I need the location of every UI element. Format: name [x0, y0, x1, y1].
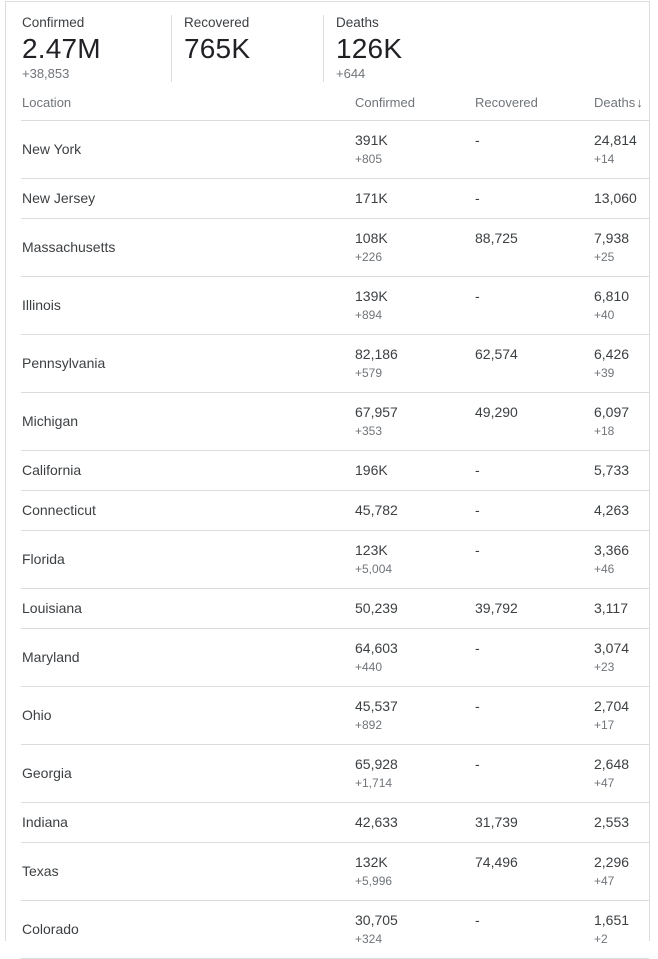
table-row [21, 491, 649, 531]
row-deaths-cell [594, 599, 633, 618]
recovered-value: - [475, 756, 480, 772]
deaths-value: 3,366 [594, 542, 630, 558]
confirmed-delta: +894 [355, 308, 383, 322]
summary-confirmed-label: Confirmed [22, 15, 85, 30]
stats-table-body [6, 121, 649, 959]
confirmed-value: 82,186 [355, 346, 398, 362]
column-header-deaths[interactable] [594, 94, 643, 112]
table-row [21, 219, 649, 277]
summary-recovered-value: 765K [184, 33, 251, 64]
confirmed-delta: +5,004 [355, 562, 393, 576]
deaths-value: 6,097 [594, 404, 630, 420]
row-location: Pennsylvania [22, 355, 106, 371]
recovered-value: 49,290 [475, 404, 518, 420]
confirmed-value: 67,957 [355, 404, 398, 420]
row-deaths-cell [594, 287, 633, 324]
row-recovered-cell [475, 697, 594, 716]
column-header-location[interactable]: Location [22, 95, 72, 110]
row-confirmed-cell [355, 853, 475, 890]
row-recovered-cell [475, 813, 594, 832]
row-location: California [22, 462, 82, 478]
table-row [21, 803, 649, 843]
row-confirmed-cell [355, 345, 475, 382]
row-deaths-cell [594, 755, 633, 792]
row-recovered-cell [475, 639, 594, 658]
row-location: Georgia [22, 765, 72, 781]
table-row [21, 629, 649, 687]
deaths-delta: +39 [594, 366, 615, 380]
summary-card-recovered [171, 15, 323, 82]
row-confirmed-cell [355, 403, 475, 440]
table-row [21, 531, 649, 589]
summary-recovered-delta [184, 66, 323, 70]
row-confirmed-cell [355, 639, 475, 676]
summary-deaths-label: Deaths [336, 15, 379, 30]
confirmed-value: 139K [355, 288, 388, 304]
confirmed-delta: +5,996 [355, 874, 393, 888]
row-deaths-cell [594, 189, 637, 208]
row-recovered-cell [475, 461, 594, 480]
recovered-value: - [475, 132, 480, 148]
deaths-delta: +47 [594, 874, 615, 888]
row-recovered-cell [475, 599, 594, 618]
row-recovered-cell [475, 911, 594, 930]
row-location: Illinois [22, 297, 61, 313]
table-row [21, 179, 649, 219]
row-location: Louisiana [22, 600, 82, 616]
row-confirmed-cell [355, 189, 475, 208]
table-row [21, 745, 649, 803]
deaths-value: 7,938 [594, 230, 630, 246]
deaths-delta: +17 [594, 718, 615, 732]
row-recovered-cell [475, 853, 594, 872]
row-deaths-cell [594, 229, 633, 266]
recovered-value: 39,792 [475, 600, 518, 616]
row-deaths-cell [594, 813, 633, 832]
summary-recovered-label: Recovered [184, 15, 250, 30]
recovered-value: - [475, 502, 480, 518]
row-recovered-cell [475, 501, 594, 520]
deaths-value: 5,733 [594, 462, 630, 478]
deaths-value: 6,426 [594, 346, 630, 362]
row-location: Colorado [22, 921, 79, 937]
deaths-delta: +25 [594, 250, 615, 264]
confirmed-delta: +1,714 [355, 776, 393, 790]
row-location: New Jersey [22, 190, 96, 206]
row-location: Texas [22, 863, 59, 879]
table-row [21, 687, 649, 745]
deaths-value: 3,117 [594, 600, 628, 616]
deaths-delta: +40 [594, 308, 615, 322]
deaths-delta: +14 [594, 152, 615, 166]
row-deaths-cell [594, 501, 633, 520]
row-location: New York [22, 141, 82, 157]
confirmed-value: 50,239 [355, 600, 398, 616]
column-header-confirmed[interactable]: Confirmed [355, 95, 415, 110]
row-location: Connecticut [22, 502, 96, 518]
table-row [21, 589, 649, 629]
deaths-delta: +47 [594, 776, 615, 790]
row-location: Maryland [22, 649, 80, 665]
confirmed-value: 123K [355, 542, 388, 558]
row-confirmed-cell [355, 697, 475, 734]
row-confirmed-cell [355, 599, 475, 618]
deaths-value: 13,060 [594, 190, 637, 206]
row-location: Massachusetts [22, 239, 116, 255]
row-confirmed-cell [355, 501, 475, 520]
confirmed-value: 45,537 [355, 698, 398, 714]
deaths-value: 4,263 [594, 502, 630, 518]
deaths-value: 2,704 [594, 698, 630, 714]
sort-descending-icon: ↓ [636, 95, 643, 110]
confirmed-delta: +892 [355, 718, 383, 732]
row-recovered-cell [475, 541, 594, 560]
row-confirmed-cell [355, 461, 475, 480]
table-header [21, 89, 649, 121]
confirmed-value: 108K [355, 230, 388, 246]
table-row [21, 451, 649, 491]
row-recovered-cell [475, 131, 594, 150]
recovered-value: - [475, 698, 480, 714]
column-header-recovered[interactable]: Recovered [475, 95, 538, 110]
recovered-value: 88,725 [475, 230, 518, 246]
deaths-delta: +2 [594, 932, 608, 946]
confirmed-value: 42,633 [355, 814, 398, 830]
confirmed-value: 196K [355, 462, 388, 478]
confirmed-value: 132K [355, 854, 388, 870]
confirmed-delta: +579 [355, 366, 383, 380]
row-recovered-cell [475, 345, 594, 364]
summary-card-deaths [323, 15, 649, 82]
row-recovered-cell [475, 755, 594, 774]
row-recovered-cell [475, 403, 594, 422]
confirmed-delta: +805 [355, 152, 383, 166]
deaths-value: 1,651 [594, 912, 630, 928]
column-header-deaths-label: Deaths [594, 95, 636, 110]
recovered-value: - [475, 640, 480, 656]
row-confirmed-cell [355, 541, 475, 578]
confirmed-delta: +440 [355, 660, 383, 674]
row-deaths-cell [594, 697, 633, 734]
table-row [21, 277, 649, 335]
row-deaths-cell [594, 541, 633, 578]
recovered-value: - [475, 542, 480, 558]
recovered-value: 62,574 [475, 346, 518, 362]
confirmed-value: 64,603 [355, 640, 398, 656]
row-deaths-cell [594, 461, 633, 480]
row-deaths-cell [594, 403, 633, 440]
row-location: Florida [22, 551, 65, 567]
summary-deaths-value: 126K [336, 33, 403, 64]
summary-strip [6, 2, 649, 89]
confirmed-value: 45,782 [355, 502, 398, 518]
summary-confirmed-delta: +38,853 [22, 66, 70, 81]
row-recovered-cell [475, 287, 594, 306]
confirmed-delta: +324 [355, 932, 383, 946]
deaths-value: 2,553 [594, 814, 630, 830]
summary-card-confirmed [6, 15, 171, 82]
row-location: Michigan [22, 413, 79, 429]
deaths-delta: +18 [594, 424, 615, 438]
deaths-delta: +23 [594, 660, 615, 674]
row-location: Ohio [22, 707, 52, 723]
row-deaths-cell [594, 853, 633, 890]
row-confirmed-cell [355, 287, 475, 324]
row-deaths-cell [594, 131, 637, 168]
recovered-value: 74,496 [475, 854, 518, 870]
deaths-value: 2,296 [594, 854, 630, 870]
recovered-value: - [475, 462, 480, 478]
row-confirmed-cell [355, 755, 475, 792]
confirmed-value: 171K [355, 190, 388, 206]
confirmed-value: 30,705 [355, 912, 398, 928]
deaths-value: 2,648 [594, 756, 630, 772]
row-recovered-cell [475, 189, 594, 208]
table-row [21, 121, 649, 179]
deaths-value: 3,074 [594, 640, 630, 656]
row-recovered-cell [475, 229, 594, 248]
recovered-value: - [475, 190, 480, 206]
recovered-value: - [475, 912, 480, 928]
confirmed-value: 65,928 [355, 756, 398, 772]
covid-stats-card [5, 1, 650, 946]
confirmed-delta: +353 [355, 424, 383, 438]
table-row [21, 335, 649, 393]
row-location: Indiana [22, 814, 68, 830]
summary-confirmed-value: 2.47M [22, 33, 101, 64]
row-confirmed-cell [355, 813, 475, 832]
recovered-value: - [475, 288, 480, 304]
row-deaths-cell [594, 639, 633, 676]
table-row [21, 393, 649, 451]
deaths-value: 6,810 [594, 288, 630, 304]
recovered-value: 31,739 [475, 814, 518, 830]
confirmed-value: 391K [355, 132, 388, 148]
row-confirmed-cell [355, 229, 475, 266]
summary-deaths-delta: +644 [336, 66, 366, 81]
deaths-delta: +46 [594, 562, 615, 576]
row-deaths-cell [594, 345, 633, 382]
confirmed-delta: +226 [355, 250, 383, 264]
table-row [21, 843, 649, 901]
deaths-value: 24,814 [594, 132, 637, 148]
table-row [21, 901, 649, 959]
row-confirmed-cell [355, 131, 475, 168]
